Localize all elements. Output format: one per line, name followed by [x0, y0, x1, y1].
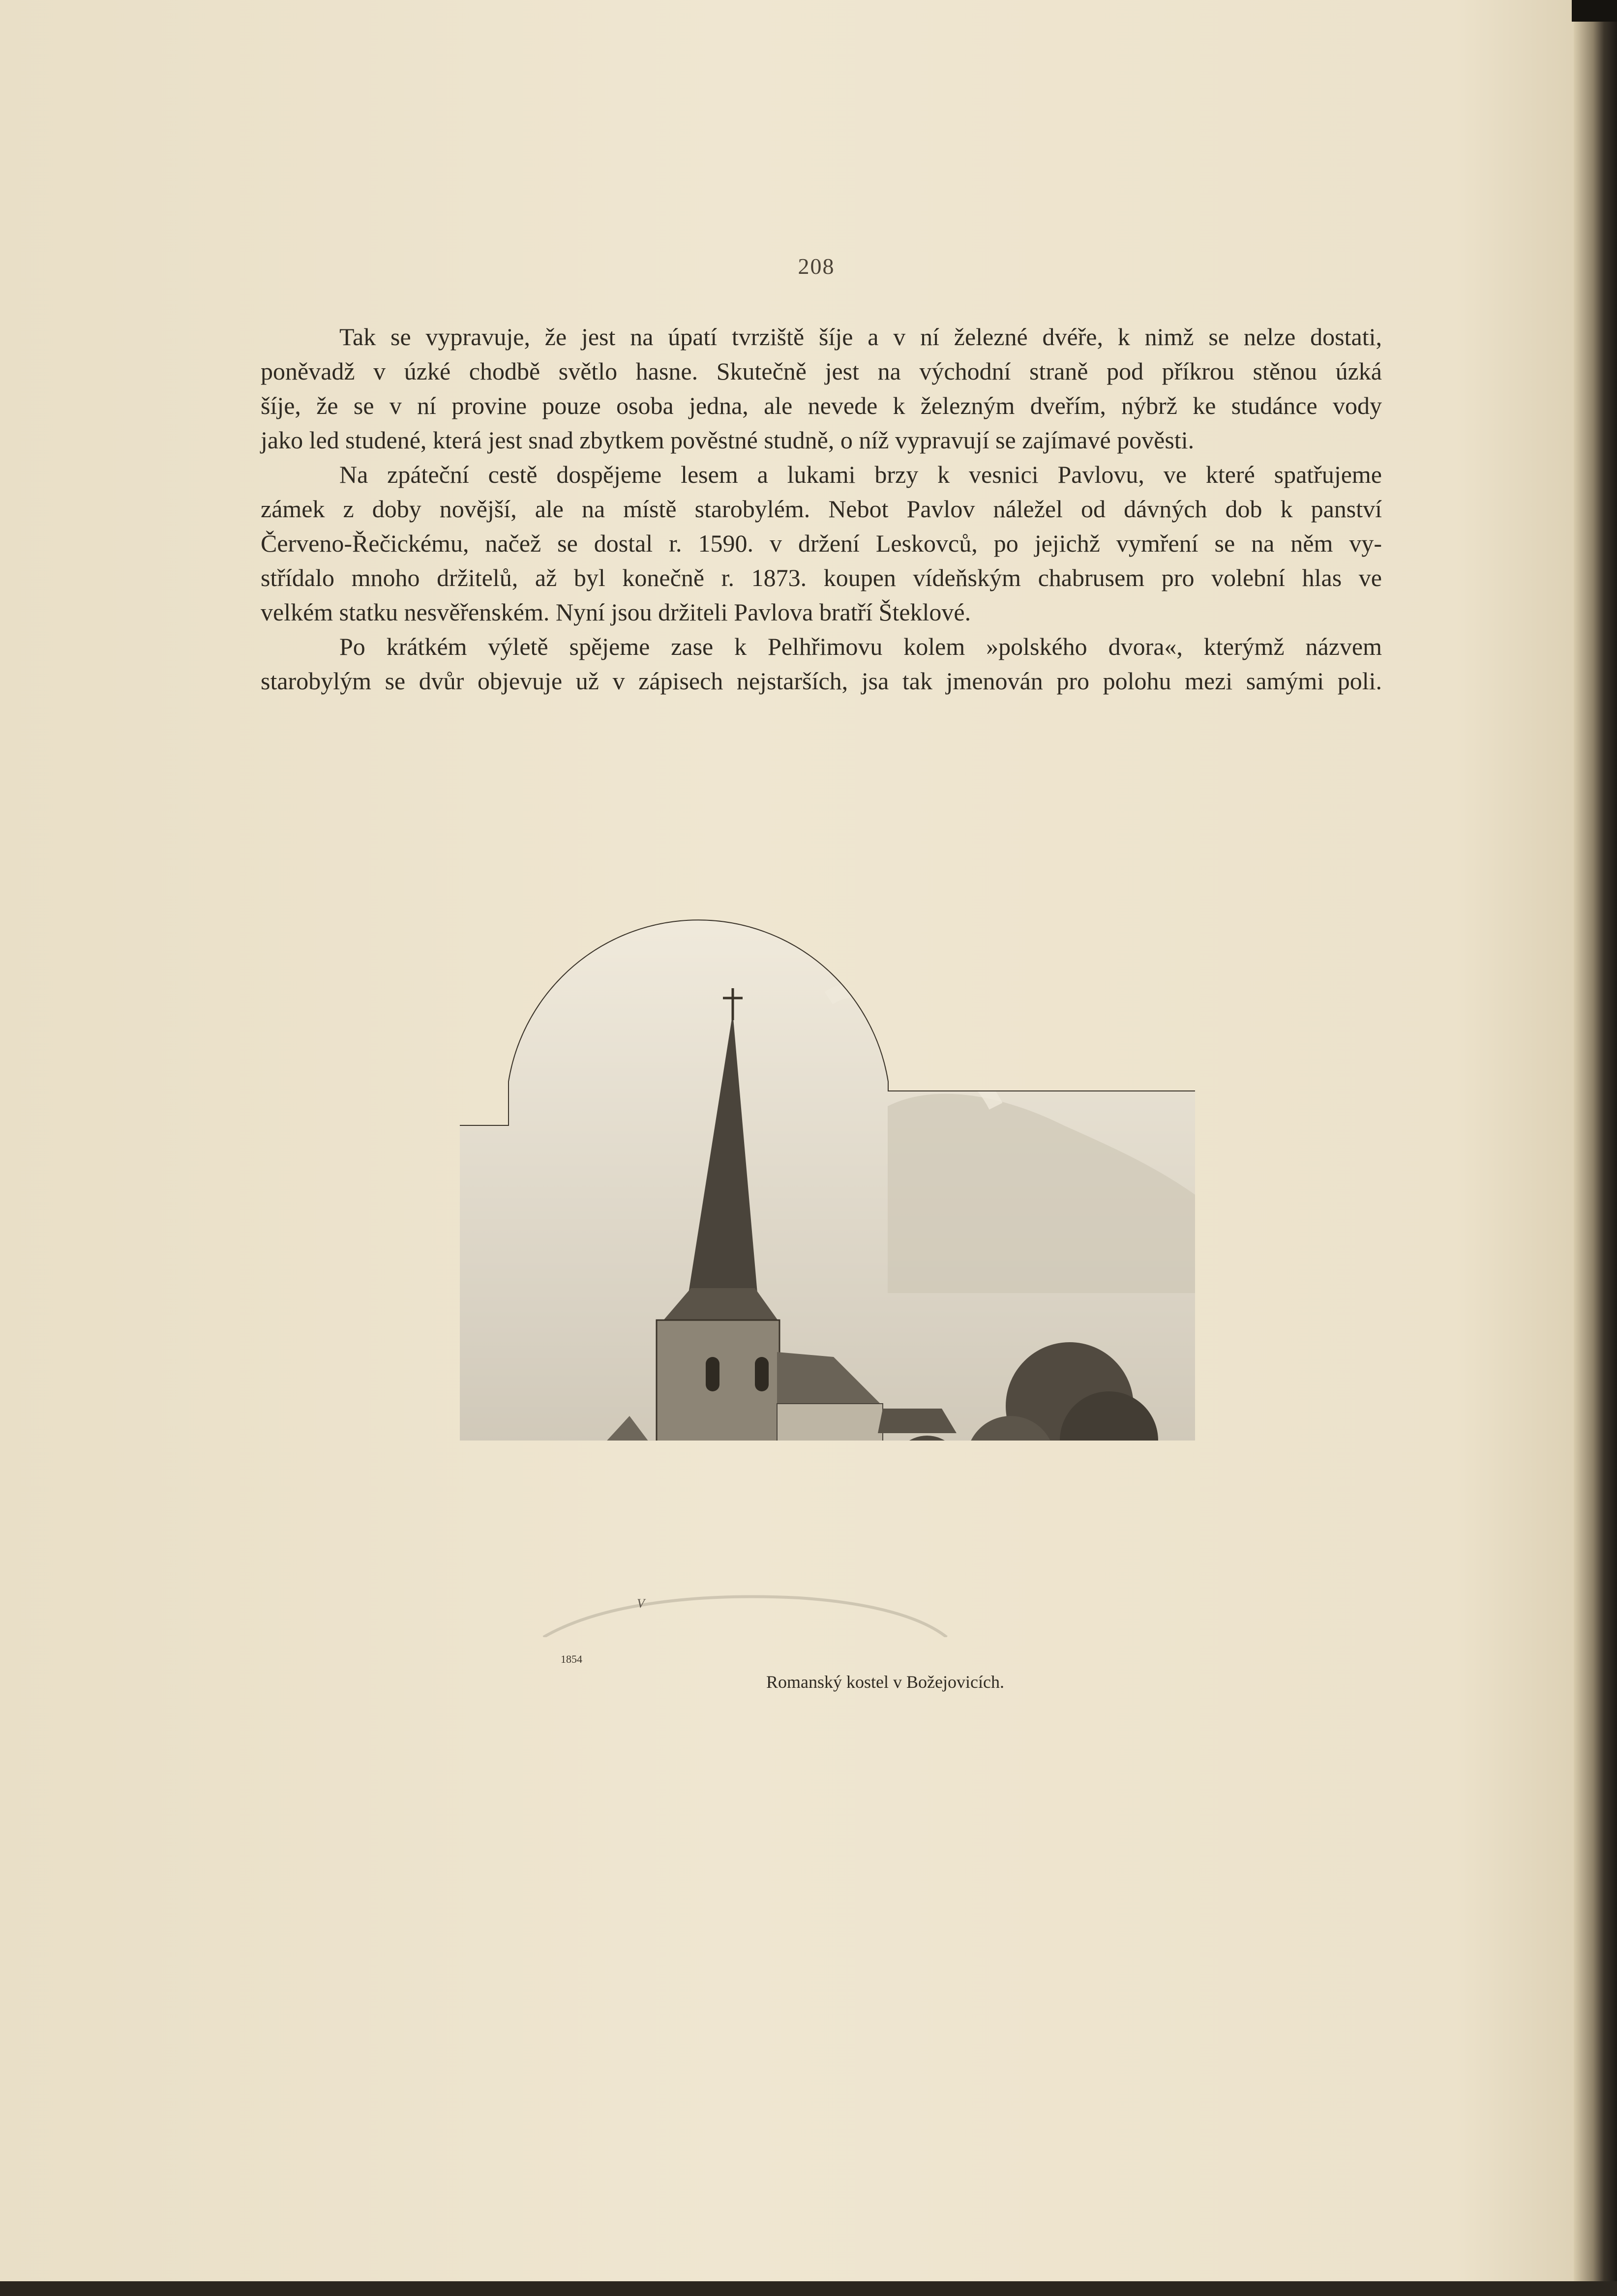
fence	[888, 1531, 1055, 1536]
distant-house	[1163, 1514, 1193, 1529]
paragraph-2	[261, 457, 1382, 629]
text-line: starobylým se dvůr objevuje už v zápisech nejstarších, jsa tak jmenován pro polohu mezi samými poli.	[261, 667, 1382, 695]
church-engraving	[455, 851, 1252, 1637]
scan-bottom-edge	[0, 2281, 1617, 2296]
artist-signature: V	[637, 1596, 645, 1611]
text-line: Tak se vypravuje, že jest na úpatí tvrziště šíje a v ní železné dvéře, k nimž se nelze dostati,	[339, 323, 1382, 351]
church-nave	[777, 1404, 883, 1531]
figure	[494, 1483, 524, 1524]
text-line: Po krátkém výletě spějeme zase k Pelhřimovu kolem »polského dvora«, kterýmž názvem	[339, 633, 1382, 660]
church-tower	[657, 1320, 779, 1541]
trough	[460, 1559, 617, 1622]
text-line: velkém statku nesvěřenském. Nyní jsou držiteli Pavlova bratří Šteklové.	[261, 598, 971, 626]
text-line: Červeno-Řečickému, načež se dostal r. 1590. v držení Leskovců, po jejichž vymření se na něm vy-	[261, 530, 1382, 557]
text-line: šíje, že se v ní provine pouze osoba jedna, ale nevede k železným dveřím, nýbrž ke studánce vody	[261, 392, 1382, 419]
paragraph-1	[261, 320, 1382, 457]
text-line: jako led studené, která jest snad zbytkem pověstné studně, o níž vypravují se zajímavé pověsti.	[261, 426, 1195, 454]
ground	[460, 1440, 1195, 1637]
illustration-caption: Romanský kostel v Božejovicích.	[766, 1672, 1004, 1692]
text-line: střídalo mnoho držitelů, až byl konečně r. 1873. koupen vídeňským chabrusem pro volební hlas ve	[261, 564, 1382, 591]
text-line: Na zpáteční cestě dospějeme lesem a lukami brzy k vesnici Pavlovu, ve které spatřujeme	[339, 461, 1382, 488]
book-binding-edge	[1574, 0, 1617, 2296]
illustration-number: 1854	[561, 1653, 582, 1665]
stone-wall	[460, 1519, 602, 1563]
person	[1109, 1524, 1118, 1549]
text-line: zámek z doby novější, ale na místě starobylém. Nebot Pavlov náležel od dávných dob k panství	[261, 495, 1382, 523]
scan-corner-top	[1572, 0, 1617, 22]
church-door	[693, 1504, 713, 1541]
page-number: 208	[798, 254, 835, 279]
body-text	[261, 320, 1382, 698]
paragraph-3	[261, 629, 1382, 698]
tower-window	[706, 1357, 719, 1391]
tower-window	[755, 1357, 769, 1391]
person	[1060, 1519, 1067, 1546]
text-line: poněvadž v úzké chodbě světlo hasne. Skutečně jest na východní straně pod příkrou stěnou úzká	[261, 357, 1382, 385]
